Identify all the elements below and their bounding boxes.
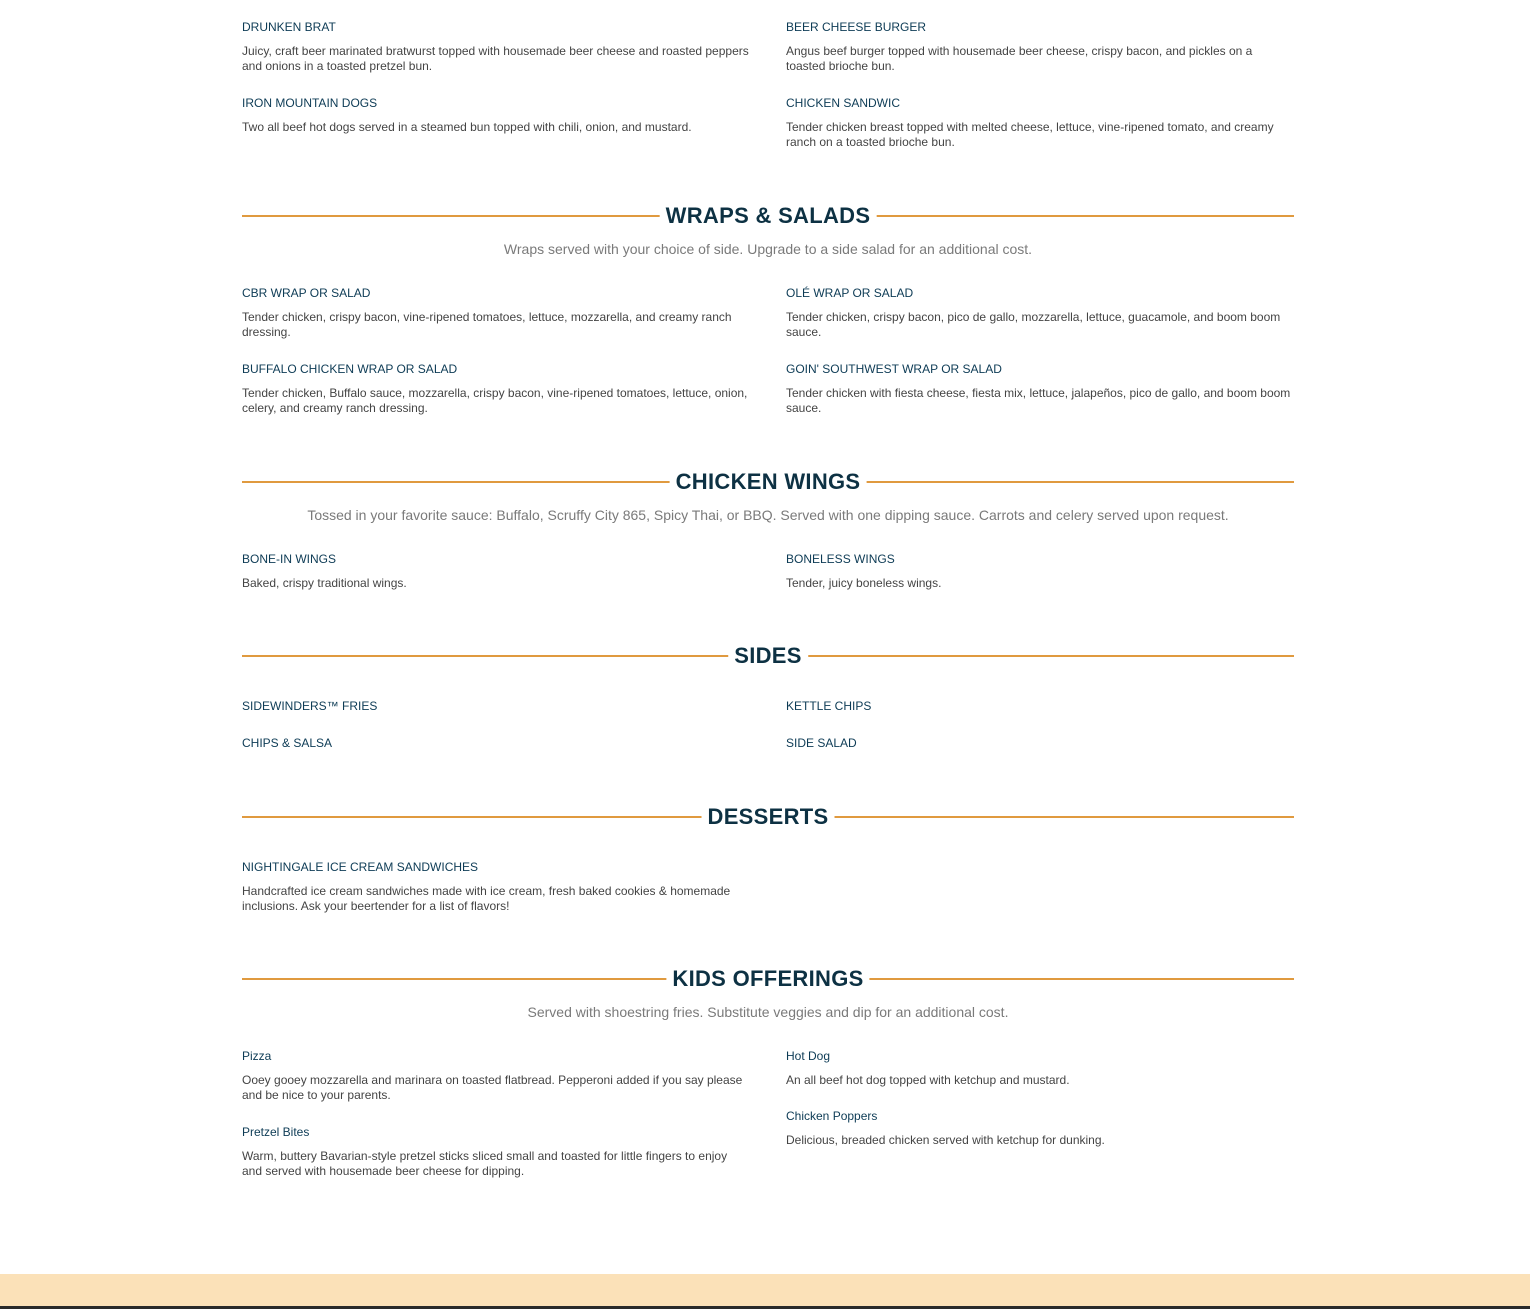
- section-subtitle: Wraps served with your choice of side. Upgrade to a side salad for an additional cost.: [503, 241, 1033, 257]
- section-desserts: [242, 801, 1294, 913]
- section-kids-offerings: [242, 963, 1294, 1178]
- section-title: SIDES: [728, 640, 808, 672]
- item-name: CHICKEN SANDWIC: [786, 96, 901, 110]
- item-name: BONELESS WINGS: [786, 552, 895, 566]
- menu-item: [786, 552, 1294, 591]
- section-chicken-wings: [242, 466, 1294, 590]
- menu-item: [786, 1049, 1294, 1088]
- menu-item: [242, 552, 750, 591]
- section-title: KIDS OFFERINGS: [666, 963, 869, 995]
- item-name: Hot Dog: [786, 1049, 831, 1063]
- item-description: Ooey gooey mozzarella and marinara on toasted flatbread. Pepperoni added if you say please and be nice to your parents.: [242, 1073, 743, 1102]
- item-name: IRON MOUNTAIN DOGS: [242, 96, 378, 110]
- section-heading: [242, 466, 1294, 498]
- footer-band: [0, 1274, 1530, 1306]
- item-name: Pretzel Bites: [242, 1125, 310, 1139]
- item-name: SIDE SALAD: [786, 736, 857, 750]
- section-wraps-salads: [242, 200, 1294, 415]
- menu-item: [786, 20, 1294, 74]
- item-name: Chicken Poppers: [786, 1109, 878, 1123]
- menu-item: [786, 1109, 1294, 1148]
- item-description: Handcrafted ice cream sandwiches made with ice cream, fresh baked cookies & homemade inclusions. Ask your beertender for a list of flavors!: [242, 884, 731, 913]
- menu-item: [786, 96, 1294, 150]
- menu-item: [242, 96, 750, 135]
- item-description: Juicy, craft beer marinated bratwurst topped with housemade beer cheese and roasted peppers and onions in a toasted pretzel bun.: [242, 44, 749, 73]
- item-description: Two all beef hot dogs served in a steamed bun topped with chili, onion, and mustard.: [242, 120, 692, 134]
- menu-item: [242, 860, 750, 914]
- item-description: Tender chicken with fiesta cheese, fiesta mix, lettuce, jalapeños, pico de gallo, and boom boom sauce.: [786, 386, 1291, 415]
- item-description: Tender chicken, crispy bacon, vine-ripened tomatoes, lettuce, mozzarella, and creamy ranch dressing.: [242, 310, 732, 339]
- item-name: BUFFALO CHICKEN WRAP OR SALAD: [242, 362, 458, 376]
- menu-item: [242, 362, 750, 416]
- menu-item: [786, 362, 1294, 416]
- section-title: DESSERTS: [702, 801, 835, 833]
- section-title: CHICKEN WINGS: [670, 466, 867, 498]
- item-name: KETTLE CHIPS: [786, 699, 872, 713]
- item-description: Tender chicken breast topped with melted cheese, lettuce, vine-ripened tomato, and creamy ranch on a toasted brioche bun.: [786, 120, 1274, 149]
- item-name: OLÉ WRAP OR SALAD: [786, 286, 914, 300]
- item-name: Pizza: [242, 1049, 272, 1063]
- menu-item: [242, 1049, 750, 1103]
- section-heading: [242, 963, 1294, 995]
- menu-item: [242, 286, 750, 340]
- item-name: CBR WRAP OR SALAD: [242, 286, 371, 300]
- section-title: WRAPS & SALADS: [660, 200, 877, 232]
- item-name: SIDEWINDERS™ FRIES: [242, 699, 378, 713]
- item-description: An all beef hot dog topped with ketchup and mustard.: [786, 1073, 1070, 1087]
- section-heading: [242, 640, 1294, 672]
- item-description: Warm, buttery Bavarian-style pretzel sticks sliced small and toasted for little fingers to enjoy and served with housemade beer cheese for dipping.: [242, 1149, 728, 1178]
- menu-item: [242, 699, 750, 713]
- menu-item: [786, 286, 1294, 340]
- item-description: Tender chicken, crispy bacon, pico de gallo, mozzarella, lettuce, guacamole, and boom boom sauce.: [786, 310, 1281, 339]
- item-name: BONE-IN WINGS: [242, 552, 337, 566]
- item-name: DRUNKEN BRAT: [242, 20, 336, 34]
- item-name: NIGHTINGALE ICE CREAM SANDWICHES: [242, 860, 479, 874]
- menu-item: [242, 736, 750, 750]
- section-subtitle: Served with shoestring fries. Substitute veggies and dip for an additional cost.: [527, 1004, 1009, 1020]
- item-description: Tender, juicy boneless wings.: [786, 576, 942, 590]
- item-description: Delicious, breaded chicken served with ketchup for dunking.: [786, 1133, 1105, 1147]
- menu-item: [786, 736, 1294, 750]
- section-heading: [242, 200, 1294, 232]
- item-name: GOIN' SOUTHWEST WRAP OR SALAD: [786, 362, 1002, 376]
- section-heading: [242, 801, 1294, 833]
- item-description: Tender chicken, Buffalo sauce, mozzarella, crispy bacon, vine-ripened tomatoes, lettuce, onion, celery, and creamy ranch dressing.: [242, 386, 748, 415]
- item-description: Angus beef burger topped with housemade beer cheese, crispy bacon, and pickles on a toasted brioche bun.: [786, 44, 1253, 73]
- menu-item: [242, 1125, 750, 1179]
- item-description: Baked, crispy traditional wings.: [242, 576, 407, 590]
- menu-item: [786, 699, 1294, 713]
- item-name: CHIPS & SALSA: [242, 736, 333, 750]
- section-subtitle: Tossed in your favorite sauce: Buffalo, Scruffy City 865, Spicy Thai, or BBQ. Served with one dipping sauce. Carrots and celery served upon request.: [307, 507, 1229, 523]
- menu-item: [242, 20, 750, 74]
- item-name: BEER CHEESE BURGER: [786, 20, 927, 34]
- section-sides: [242, 640, 1294, 750]
